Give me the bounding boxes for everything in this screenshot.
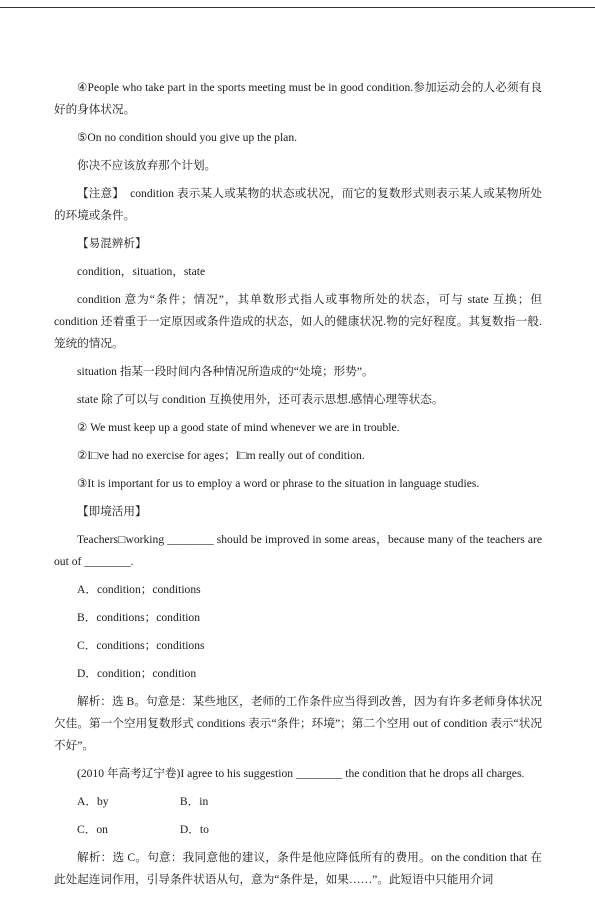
example-sentence-4: ④People who take part in the sports meeting must be in good condition.参加运动会的人必须有良好的身体状况。 [54, 81, 542, 116]
q1-analysis: 解析：选 B。句意是：某些地区，老师的工作条件应当得到改善，因为有许多老师身体状况欠佳。第一个空用复数形式 conditions 表示“条件；环境”；第二个空用 out of condition 表示“状况不好”。 [54, 695, 542, 752]
example-sentence-situation: ③It is important for us to employ a word or phrase to the situation in language studies. [77, 477, 480, 490]
q2-option-b: B．in [179, 795, 209, 808]
state-explanation: state 除了可以与 condition 互换使用外，还可表示思想.感情心理等状态。 [77, 393, 444, 406]
question-2: (2010 年高考辽宁卷)I agree to his suggestion ________ the condition that he drops all charges. [77, 767, 525, 780]
page-body [54, 77, 542, 897]
q2-options-row-1 [77, 791, 542, 813]
example-translation-5: 你决不应该放弃那个计划。 [77, 159, 217, 172]
question-1: Teachers□working ________ should be improved in some areas，because many of the teachers are out of ________. [54, 533, 542, 568]
q2-options-row-2 [77, 819, 542, 841]
word-list: condition，situation，state [77, 265, 206, 278]
q1-option-d: D．condition；condition [77, 667, 197, 680]
example-sentence-condition: ②I□ve had no exercise for ages；I□m really out of condition. [77, 449, 365, 462]
q1-option-a: A．condition；conditions [77, 583, 201, 596]
section-heading-practice: 【即境活用】 [77, 505, 147, 518]
example-sentence-state: ② We must keep up a good state of mind whenever we are in trouble. [77, 421, 400, 434]
top-rule [0, 7, 595, 8]
q2-option-d: D．to [179, 823, 209, 836]
q1-option-c: C．conditions；conditions [77, 639, 205, 652]
situation-explanation: situation 指某一段时间内各种情况所造成的“处境；形势”。 [77, 365, 374, 378]
condition-explanation: condition 意为“条件；情况”，其单数形式指人或事物所处的状态，可与 state 互换；但 condition 还着重于一定原因或条件造成的状态，如人的健康状况.物的完好程度。其复数指一般.笼统的情况。 [54, 293, 542, 350]
q2-option-a: A．by [77, 795, 109, 808]
note-paragraph: 【注意】 condition 表示某人或某物的状态或状况，而它的复数形式则表示某人或某物所处的环境或条件。 [54, 187, 542, 222]
section-heading-distinction: 【易混辨析】 [77, 237, 147, 250]
q2-analysis: 解析：选 C。句意：我同意他的建议，条件是他应降低所有的费用。on the condition that 在此处起连词作用，引导条件状语从句，意为“条件是，如果……”。此短语中只能用介词 [54, 851, 542, 886]
q2-option-c: C．on [77, 823, 108, 836]
q1-option-b: B．conditions；condition [77, 611, 201, 624]
example-sentence-5: ⑤On no condition should you give up the plan. [77, 131, 298, 144]
